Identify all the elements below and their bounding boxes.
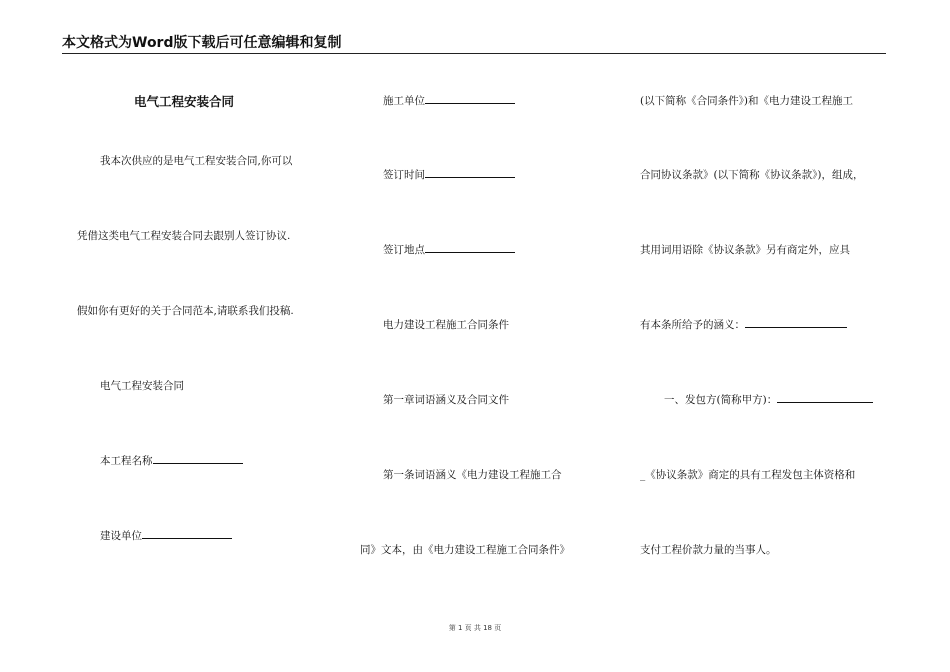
col3-line-1: (以下简称《合同条件》)和《电力建设工程施工 bbox=[640, 95, 853, 107]
sign-place-field bbox=[383, 243, 515, 257]
builder-field bbox=[100, 529, 232, 543]
chapter-1-heading: 第一章词语涵义及合同文件 bbox=[383, 394, 509, 406]
project-name-field bbox=[100, 454, 243, 468]
col3-line-3: 其用词用语除《协议条款》另有商定外，应具 bbox=[640, 244, 850, 256]
party-a-label: 一、发包方(简称甲方)： bbox=[664, 394, 778, 406]
meaning-label: 有本条所给予的涵义： bbox=[640, 319, 745, 331]
builder-blank bbox=[142, 529, 232, 539]
header-divider bbox=[62, 53, 886, 54]
meaning-blank bbox=[745, 318, 847, 328]
article-1-text: 第一条词语涵义《电力建设工程施工合 bbox=[383, 469, 562, 481]
col3-line-6: _《协议条款》商定的具有工程发包主体资格和 bbox=[640, 469, 856, 481]
intro-line-3: 假如你有更好的关于合同范本,请联系我们投稿. bbox=[77, 305, 294, 317]
builder-label: 建设单位 bbox=[100, 530, 142, 542]
sign-time-label: 签订时间 bbox=[383, 169, 425, 181]
document-title: 电气工程安装合同 bbox=[134, 94, 235, 109]
conditions-title: 电力建设工程施工合同条件 bbox=[383, 319, 509, 331]
sign-place-blank bbox=[425, 243, 515, 253]
contractor-label: 施工单位 bbox=[383, 95, 425, 107]
col3-line-7: 支付工程价款力量的当事人。 bbox=[640, 544, 777, 556]
article-1-continued: 同》文本，由《电力建设工程施工合同条件》 bbox=[360, 544, 570, 556]
party-a-blank bbox=[777, 393, 873, 403]
party-a-field bbox=[664, 393, 873, 407]
meaning-field bbox=[640, 318, 847, 332]
contractor-field bbox=[383, 94, 515, 108]
contractor-blank bbox=[425, 94, 515, 104]
intro-line-1: 我本次供应的是电气工程安装合同,你可以 bbox=[100, 155, 293, 167]
project-name-blank bbox=[153, 454, 243, 464]
intro-line-2: 凭借这类电气工程安装合同去跟别人签订协议. bbox=[77, 230, 291, 242]
sign-time-field bbox=[383, 168, 515, 182]
document-header-banner: 本文格式为Word版下载后可任意编辑和复制 bbox=[62, 35, 342, 51]
sign-place-label: 签订地点 bbox=[383, 244, 425, 256]
page-number: 第 1 页 共 18 页 bbox=[448, 624, 502, 632]
col3-line-2: 合同协议条款》(以下简称《协议条款》)，组成， bbox=[640, 169, 864, 181]
contract-subtitle: 电气工程安装合同 bbox=[100, 380, 184, 392]
sign-time-blank bbox=[425, 168, 515, 178]
project-name-label: 本工程名称 bbox=[100, 455, 153, 467]
